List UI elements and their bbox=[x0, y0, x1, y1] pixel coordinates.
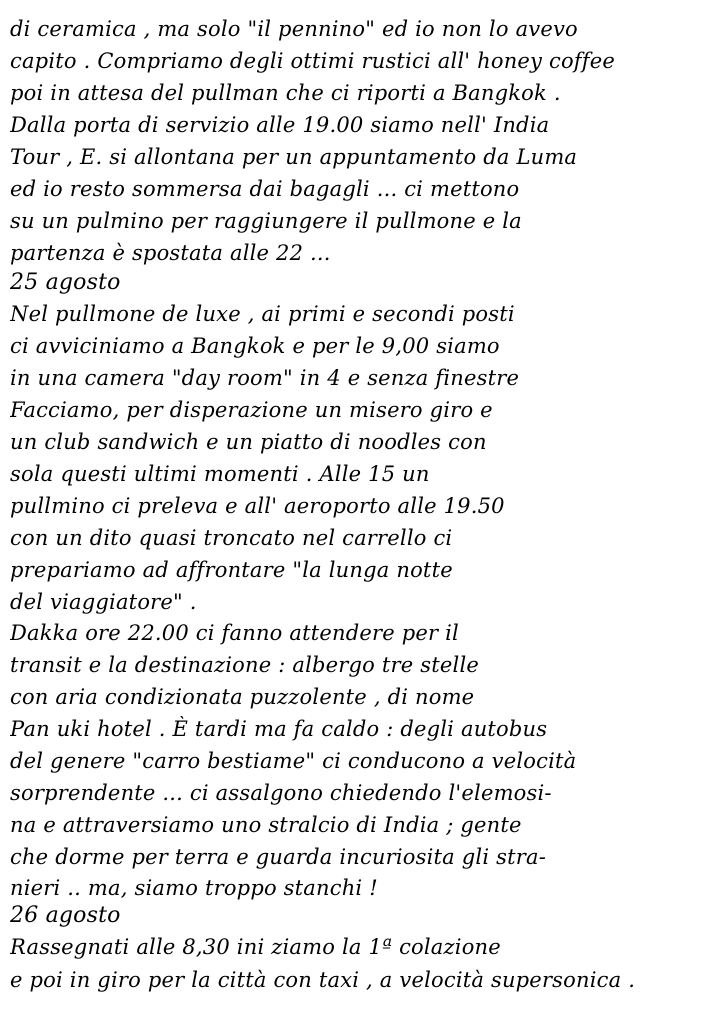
text-line: nieri .. ma, siamo troppo stanchi ! bbox=[10, 876, 378, 900]
text-line: del genere "carro bestiame" ci conducono a velocità bbox=[10, 749, 577, 773]
text-line: pullmino ci preleva e all' aeroporto alle 19.50 bbox=[10, 494, 505, 518]
text-line: Nel pullmone de luxe , ai primi e secondi posti bbox=[10, 302, 515, 326]
text-line: su un pulmino per raggiungere il pullmone e la bbox=[10, 209, 522, 233]
text-line: che dorme per terra e guarda incuriosita gli stra- bbox=[10, 845, 546, 869]
text-line: sola questi ultimi momenti . Alle 15 un bbox=[10, 462, 430, 486]
date-heading: 25 agosto bbox=[10, 270, 121, 295]
text-line: in una camera "day room" in 4 e senza finestre bbox=[10, 366, 520, 390]
text-line: Dalla porta di servizio alle 19.00 siamo nell' India bbox=[10, 113, 550, 137]
text-line: ci avviciniamo a Bangkok e per le 9,00 siamo bbox=[10, 334, 500, 358]
text-line: Tour , E. si allontana per un appuntamento da Luma bbox=[10, 145, 578, 169]
text-line: di ceramica , ma solo "il pennino" ed io non lo avevo bbox=[10, 17, 578, 41]
text-line: poi in attesa del pullman che ci riporti a Bangkok . bbox=[10, 81, 561, 105]
text-line: Pan uki hotel . È tardi ma fa caldo : degli autobus bbox=[10, 717, 548, 741]
text-line: sorprendente ... ci assalgono chiedendo l'elemosi- bbox=[10, 781, 552, 805]
text-line: capito . Compriamo degli ottimi rustici all' honey coffee bbox=[10, 49, 615, 73]
text-line: partenza è spostata alle 22 ... bbox=[10, 241, 331, 265]
text-line: transit e la destinazione : albergo tre stelle bbox=[10, 653, 479, 677]
text-line: e poi in giro per la città con taxi , a velocità supersonica . bbox=[10, 968, 636, 992]
text-line: Facciamo, per disperazione un misero giro e bbox=[10, 398, 493, 422]
text-line: prepariamo ad affrontare "la lunga notte bbox=[10, 558, 453, 582]
text-line: ed io resto sommersa dai bagagli ... ci mettono bbox=[10, 177, 520, 201]
text-line: con aria condizionata puzzolente , di nome bbox=[10, 685, 475, 709]
text-line: un club sandwich e un piatto di noodles con bbox=[10, 430, 487, 454]
text-line: del viaggiatore" . bbox=[10, 590, 197, 614]
text-line: con un dito quasi troncato nel carrello ci bbox=[10, 526, 453, 550]
date-heading: 26 agosto bbox=[10, 903, 121, 928]
text-line: Rassegnati alle 8,30 ini ziamo la 1ª colazione bbox=[10, 935, 501, 959]
text-line: Dakka ore 22.00 ci fanno attendere per il bbox=[10, 621, 459, 645]
text-line: na e attraversiamo uno stralcio di India ; gente bbox=[10, 813, 522, 837]
